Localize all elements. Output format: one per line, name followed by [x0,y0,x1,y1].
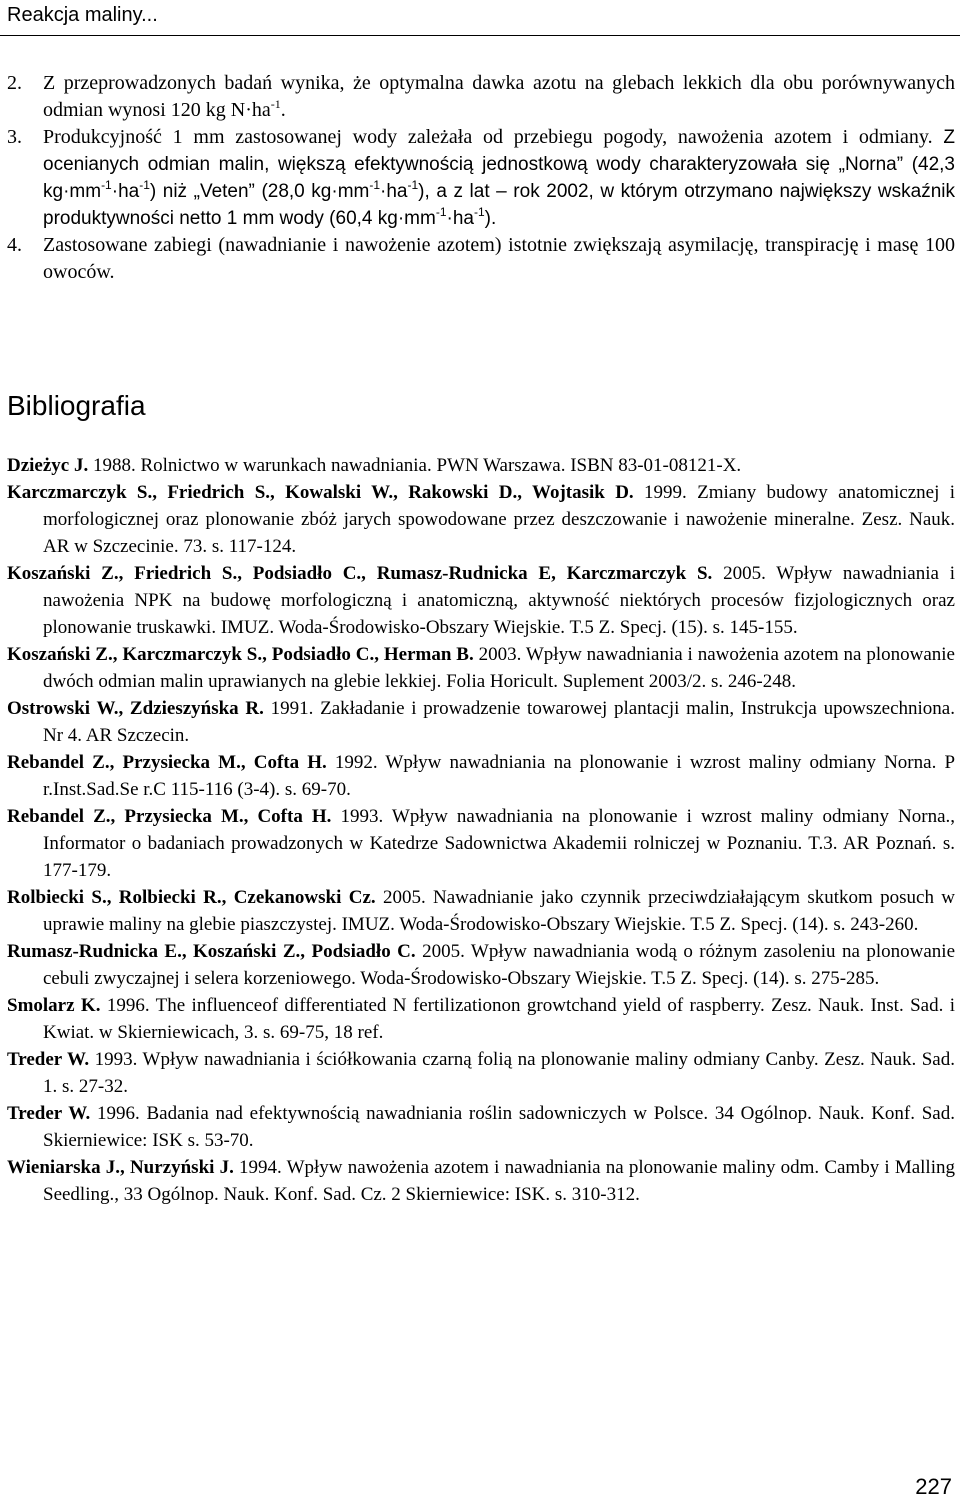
reference-item [7,695,955,749]
conclusion-text: Z przeprowadzonych badań wynika, że optymalna dawka azotu na glebach lekkich dla obu porównywanych odmian wynosi 120 kg N [43,72,955,121]
reference-authors: Rebandel Z., Przysiecka M., Cofta H. [7,752,327,773]
reference-item [7,884,955,938]
reference-details: 2005. Wpływ nawadniania i nawożenia NPK na budowę morfologiczną i anatomiczną, aktywność niektórych procesów fizjologicznych oraz plonowanie truskawki. IMUZ. Woda-Środowisko-Obszary Wiejskie. T.5 Z. Specj. (15). s. 145-155. [43,563,955,638]
conclusion-text: Produkcyjność 1 mm zastosowanej wody zależała od przebiegu pogody, nawożenia azotem i odmiany. [43,126,944,148]
reference-authors: Koszański Z., Friedrich S., Podsiadło C., Rumasz-Rudnicka E, Karczmarczyk S. [7,563,713,584]
reference-details: 1996. Badania nad efektywnością nawadniania roślin sadowniczych w Polsce. 34 Ogólnop. Nauk. Konf. Sad. Skierniewice: ISK s. 53-70. [43,1103,955,1151]
reference-details: 1992. Wpływ nawadniania na plonowanie i wzrost maliny odmiany Norna. P r.Inst.Sad.Se r.C 115-116 (3-4). s. 69-70. [43,752,956,800]
reference-details: 2003. Wpływ nawadniania i nawożenia azotem na plonowanie dwóch odmian malin uprawianych na glebie lekkiej. Folia Horicult. Suplement 2003/2. s. 246-248. [43,644,955,692]
page-number: 227 [915,1474,952,1499]
conclusion-text: Zastosowane zabiegi (nawadnianie i nawożenie azotem) istotnie zwiększają asymilację, transpirację i masę 100 owoców. [43,234,955,283]
reference-details: 1993. Wpływ nawadniania i ściółkowania czarną folią na plonowanie maliny odmiany Canby. Zesz. Nauk. Sad. 1. s. 27-32. [43,1049,955,1097]
reference-item [7,641,955,695]
reference-authors: Dzieżyc J. [7,455,89,476]
reference-item [7,479,955,560]
running-header-title: Reakcja maliny... [7,4,158,26]
reference-details: 1993. Wpływ nawadniania na plonowanie i wzrost maliny odmiany Norna., Informator o badaniach prowadzonych w Katedrze Sadownictwa Akademii rolniczej w Poznaniu. T.3. AR Poznań. s. 177-179. [43,806,955,881]
reference-item [7,452,955,479]
bibliography-list [7,452,955,1208]
conclusion-number: 3. [7,126,22,148]
conclusion-item: 2. Z przeprowadzonych badań wynika, że optymalna dawka azotu na glebach lekkich dla obu porównywanych odmian wynosi 120 kg $N\cdot ha^{-1}$. [7,72,955,121]
reference-authors: Ostrowski W., Zdzieszyńska R. [7,698,264,719]
reference-authors: Karczmarczyk S., Friedrich S., Kowalski W., Rakowski D., Wojtasik D. [7,482,634,503]
reference-item [7,938,955,992]
reference-item [7,992,955,1046]
header-rule [0,35,960,36]
reference-details: 1996. The influenceof differentiated N fertilizationon growtchand yield of raspberry. Zesz. Nauk. Inst. Sad. i Kwiat. w Skierniewicach, 3. s. 69-75, 18 ref. [43,995,955,1043]
reference-item [7,1154,955,1208]
bibliography-heading: Bibliografia [7,390,146,421]
reference-details: 1999. Zmiany budowy anatomicznej i morfologicznej oraz plonowanie zbóż jarych spowodowane przez deszczowanie i nawożenie mineralne. Zesz. Nauk. AR w Szczecinie. 73. s. 117-124. [43,482,955,557]
reference-details: 2005. Wpływ nawadniania wodą o różnym zasoleniu na plonowanie cebuli zwyczajnej i selera korzeniowego. Woda-Środowisko-Obszary Wiejskie. T.5 Z. Specj. (14). s. 275-285. [43,941,955,989]
reference-authors: Wieniarska J., Nurzyński J. [7,1157,234,1178]
reference-item [7,749,955,803]
conclusion-text-sans: Z ocenianych odmian malin, większą efektywnością jednostkową wody charakteryzowała się „Norna” (42,3 $kg\cdot mm^{-1}\cdot ha^{-1}$) niż „Veten” (28,0 $kg\cdot mm^{-1}\cdot ha^{-1}$), a z lat – rok 2002, w którym otrzymano największy wskaźnik produktywności netto 1 mm wody (60,4 $kg\cdot mm^{-1}\cdot ha^{-1}$). [43,127,955,229]
running-header [0,0,960,36]
reference-authors: Rebandel Z., Przysiecka M., Cofta H. [7,806,332,827]
reference-authors: Treder W. [7,1049,90,1070]
reference-authors: Rumasz-Rudnicka E., Koszański Z., Podsiadło C. [7,941,416,962]
reference-authors: Treder W. [7,1103,91,1124]
reference-authors: Smolarz K. [7,995,101,1016]
reference-authors: Rolbiecki S., Rolbiecki R., Czekanowski Cz. [7,887,376,908]
reference-details: 1994. Wpływ nawożenia azotem i nawadniania na plonowanie maliny odm. Camby i Malling Seedling., 33 Ogólnop. Nauk. Konf. Sad. Cz. 2 Skierniewice: ISK. s. 310-312. [43,1157,955,1205]
reference-authors: Koszański Z., Karczmarczyk S., Podsiadło C., Herman B. [7,644,474,665]
conclusion-item [7,124,955,232]
conclusions-list [7,70,955,286]
reference-item [7,1100,955,1154]
reference-item [7,560,955,641]
conclusion-number: 2. [7,72,22,94]
reference-details: 1988. Rolnictwo w warunkach nawadniania. PWN Warszawa. ISBN 83-01-08121-X. [88,455,742,476]
reference-item [7,803,955,884]
reference-item [7,1046,955,1100]
conclusion-item [7,232,955,286]
reference-details: 2005. Nawadnianie jako czynnik przeciwdziałającym skutkom posuch w uprawie maliny na glebie piaszczystej. IMUZ. Woda-Środowisko-Obszary Wiejskie. T.5 Z. Specj. (14). s. 243-260. [43,887,955,935]
conclusion-number: 4. [7,234,22,256]
reference-details: 1991. Zakładanie i prowadzenie towarowej plantacji malin, Instrukcja upowszechniona. Nr 4. AR Szczecin. [43,698,955,746]
